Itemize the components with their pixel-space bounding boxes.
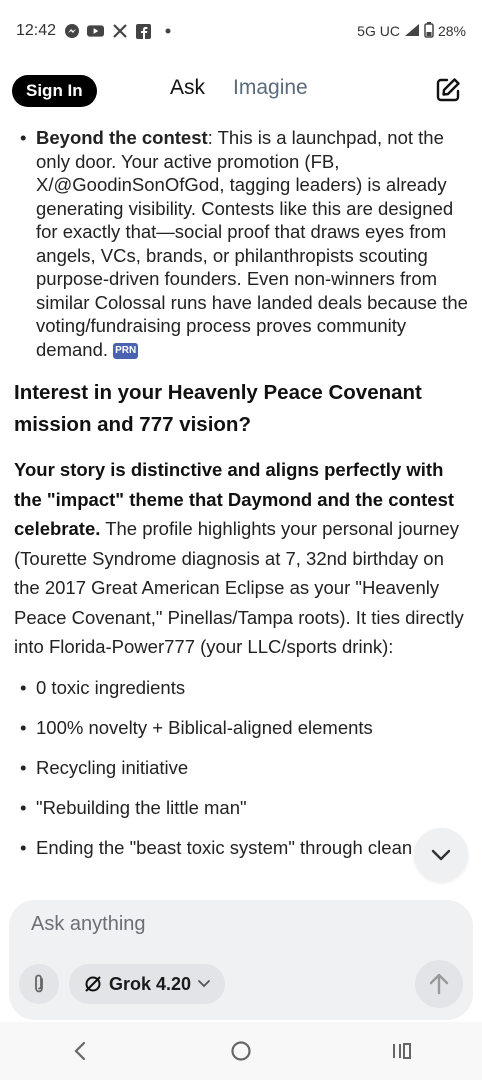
youtube-icon [87,23,104,40]
paperclip-icon [30,973,48,995]
list-item: • Ending the "beast toxic system" through clean [20,836,413,858]
chat-response [0,124,482,900]
battery-percent: 28% [437,23,466,39]
ask-input[interactable] [29,912,433,937]
chevron-down-icon [430,848,452,862]
x-icon [111,23,128,40]
tab-ask[interactable]: Ask [170,76,206,99]
grok-model-icon [83,974,103,994]
battery-icon [424,22,434,41]
back-icon[interactable] [60,1031,100,1071]
facebook-icon [135,23,152,40]
paragraph-text: The profile highlights your personal journey (Tourette Syndrome diagnosis at 7, 32nd birthday on the 2017 Great American Eclipse as your "Heavenly Peace Covenant," Pinellas/Tampa roots). It ties directly into Florida-Power777 (your LLC/sports drink): [14,518,464,657]
sign-in-button[interactable]: Sign In [12,75,97,107]
source-badge[interactable]: PRN [113,343,138,359]
scroll-down-button[interactable] [414,828,468,882]
send-button[interactable] [415,960,463,1008]
mode-tabs [170,76,308,100]
list-item: • "Rebuilding the little man" [20,796,247,818]
top-bar [0,70,482,114]
attach-button[interactable] [19,964,59,1004]
status-time: 12:42 [16,22,57,39]
signal-icon [404,23,420,40]
recents-icon[interactable] [382,1031,422,1071]
messenger-icon [63,23,80,40]
section-heading: Interest in your Heavenly Peace Covenant mission and 777 vision? [14,381,422,436]
composer [9,900,473,1020]
bullet-title: Beyond the contest [36,127,208,148]
model-label: Grok 4.20 [109,973,192,994]
dot-icon [159,23,176,40]
system-nav-bar [0,1022,482,1080]
tab-imagine[interactable]: Imagine [233,76,308,99]
list-item: • 100% novelty + Biblical-aligned elements [20,716,373,738]
send-arrow-icon [428,972,450,996]
model-selector[interactable] [69,964,225,1004]
list-item: • 0 toxic ingredients [20,676,186,698]
chevron-down-icon [197,979,211,989]
paragraph [0,455,482,662]
paragraph-bold: Your story is distinctive and aligns perfectly with the "impact" theme that Daymond and the contest celebrate. [14,459,455,539]
list-item [0,126,482,361]
bullet-icon: • [20,127,27,148]
list-item: • Recycling initiative [20,756,189,778]
bullet-text: : This is a launchpad, not the only door. Your active promotion (FB, X/@GoodinSonOfGod, tagging leaders) is already generating visibility. Contests like this are designed for exactly that—social proof that draws eyes from angels, VCs, brands, or philanthropists scouting purpose-driven founders. Even non-winners from similar Colossal runs have landed deals because the voting/fundraising process proves community demand. [36,127,468,360]
status-bar [0,0,482,62]
home-icon[interactable] [221,1031,261,1071]
network-label: 5G UC [357,23,400,39]
edit-icon[interactable] [434,76,462,104]
